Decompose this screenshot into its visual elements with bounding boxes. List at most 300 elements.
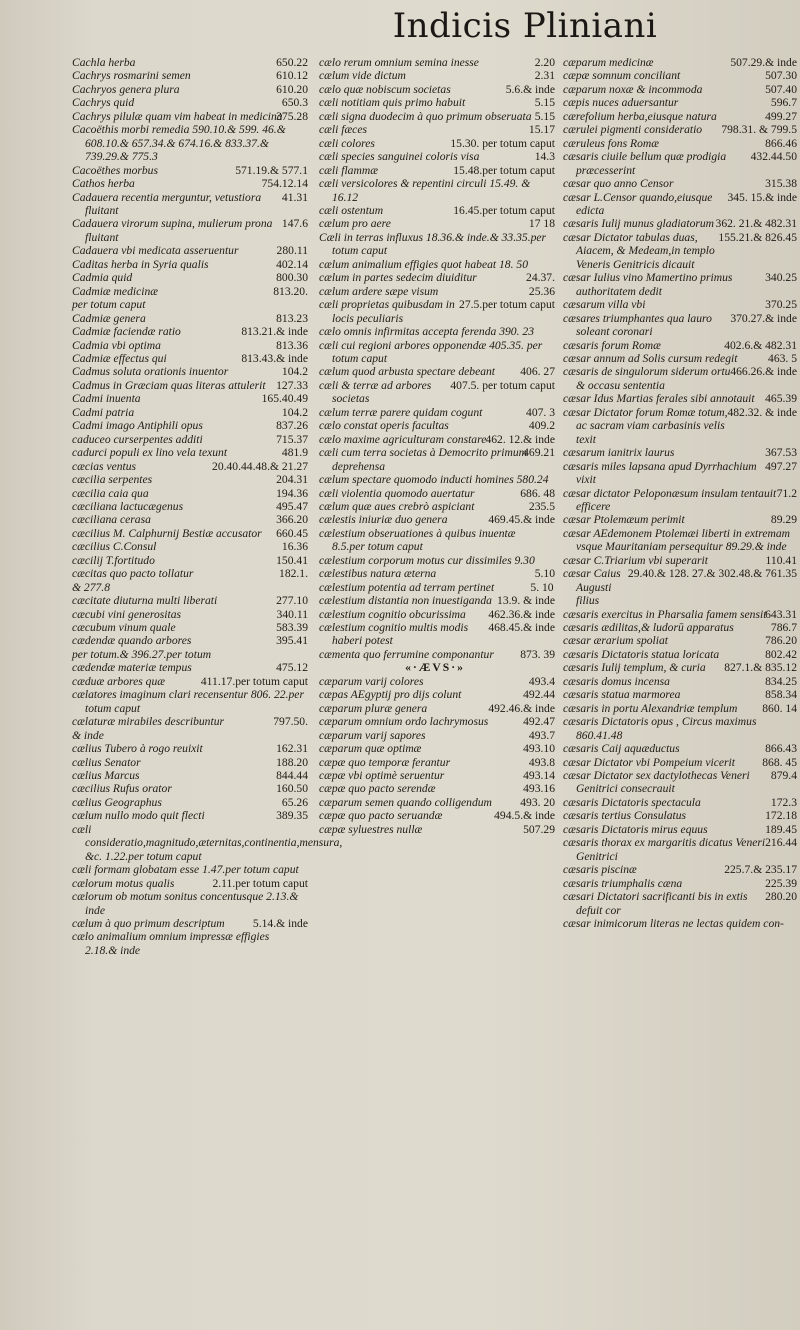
index-entry-term: cæli & terræ ad arbores societas <box>319 378 432 406</box>
index-entry-reference: 507.29.& inde <box>730 56 797 69</box>
index-entry-term: Cadmus soluta orationis inuentor <box>72 365 229 379</box>
index-entry-term: cadurci populi ex lino vela texunt <box>72 446 228 460</box>
index-entry-reference: 492.44 <box>523 688 555 702</box>
index-entry-term: cælestium cognitio multis modis haberi potest <box>319 621 469 648</box>
index-entry-reference: 147.6 <box>281 217 308 231</box>
index-entry-reference: 370.25 <box>765 298 797 312</box>
index-entry <box>319 56 555 69</box>
index-entry <box>563 917 797 930</box>
index-entry <box>563 702 797 715</box>
index-entry <box>319 419 555 432</box>
index-entry <box>319 567 555 580</box>
index-entry-reference: 493.14 <box>523 769 555 783</box>
index-entry-term: cæpæ syluestres nullæ <box>319 822 423 836</box>
index-entry <box>563 150 797 177</box>
index-entry-reference: 389.35 <box>276 809 308 823</box>
index-entry <box>319 675 555 688</box>
index-entry-term: cælo animalium omnium impressæ effigies 2.18.& inde <box>72 930 270 957</box>
index-entry-term: cælestis iniuriæ duo genera <box>319 513 448 527</box>
index-entry <box>563 312 797 339</box>
index-entry-term: cæli cum terra societas à Democrito primum deprehensa <box>319 446 528 473</box>
index-entry-term: cæsaris thorax ex margaritis dicatus Veneri Genitrici <box>563 836 766 863</box>
index-entry-reference: 366.20 <box>276 513 308 527</box>
index-entry <box>319 782 555 795</box>
index-entry-term: cærefolium herba,eiusque natura <box>563 109 717 123</box>
index-entry-reference: 2.11.per totum caput <box>212 876 308 890</box>
index-entry <box>72 661 308 674</box>
index-entry-term: cæsar Dictator sex dactylothecas Veneri Genitrici consecrauit <box>563 769 750 796</box>
index-entry-reference: 188.20 <box>276 755 308 769</box>
index-entry <box>72 352 308 365</box>
index-entry-reference: 493.10 <box>523 742 555 756</box>
index-entry-term: cæsaris Dictatoris statua loricata <box>563 647 720 661</box>
index-entry-term: cælaturæ mirabiles describuntur <box>72 715 225 729</box>
index-entry-reference: 482.32. & inde <box>727 405 797 419</box>
index-entry-reference: 860. 14 <box>762 701 797 715</box>
index-entry-term: Cadmus in Græciam quas literas attulerit <box>72 378 266 392</box>
index-entry-reference: 14.3 <box>534 150 555 164</box>
index-entry-term: cæciliana lactucægenus <box>72 499 184 513</box>
index-entry-term: cæsar C.Triarium vbi superarit <box>563 553 708 567</box>
index-entry <box>563 191 797 218</box>
index-entry <box>563 796 797 809</box>
index-entry <box>319 500 555 513</box>
index-entry-reference: 104.2 <box>281 365 308 379</box>
index-entry <box>319 69 555 82</box>
index-entry-term: «·ÆVS·» <box>405 661 465 675</box>
index-entry <box>563 123 797 136</box>
index-entry <box>563 460 797 487</box>
index-entry-reference: 13.9. & inde <box>497 594 555 608</box>
index-entry-reference: 493.4 <box>528 674 555 688</box>
index-entry <box>319 298 555 325</box>
index-entry-term: cæli colores <box>319 136 375 150</box>
index-entry-reference: 172.18 <box>765 809 797 823</box>
index-entry-term: cælum ardere sæpe visum <box>319 284 439 298</box>
index-entry <box>72 513 308 526</box>
index-entry-reference: 507.40 <box>765 82 797 96</box>
index-entry-term: cæparum noxæ & incommoda <box>563 82 703 96</box>
index-entry-term: cæsar Dictator vbi Pompeium vicerit <box>563 755 735 769</box>
index-entry-reference: 204.31 <box>276 473 308 487</box>
page-title: Indicis Pliniani <box>392 6 658 46</box>
index-entry <box>72 809 308 822</box>
index-entry-term: cæsar ærarium spoliat <box>563 634 669 648</box>
index-entry <box>72 930 308 957</box>
index-entry-term: & inde <box>72 728 104 742</box>
index-entry-term: cæparum quæ optimæ <box>319 742 422 756</box>
index-entry <box>563 661 797 674</box>
index-entry-term: Cadmiæ medicinæ <box>72 284 158 298</box>
index-entry <box>72 648 308 661</box>
index-entry-term: cæparum varij sapores <box>319 728 426 742</box>
index-entry <box>319 594 555 607</box>
index-entry <box>319 137 555 150</box>
index-entry-term: cæli violentia quomodo auertatur <box>319 486 475 500</box>
index-entry <box>563 392 797 405</box>
index-entry-reference: 834.25 <box>765 674 797 688</box>
index-entry <box>563 137 797 150</box>
index-entry <box>72 688 308 715</box>
index-entry-term: cæsaris de singulorum siderum ortu & occasu sententia <box>563 365 731 392</box>
index-entry-reference: 65.26 <box>281 795 308 809</box>
index-entry-reference: 786.7 <box>770 621 797 635</box>
index-entry-reference: 497.27 <box>765 459 797 473</box>
index-entry-term: cæli species sanguinei coloris visa <box>319 150 480 164</box>
index-entry-term: cælestium cognitio obcurissima <box>319 607 466 621</box>
index-entry <box>319 365 555 378</box>
index-entry-term: cæsaris miles lapsana apud Dyrrhachium vixit <box>563 459 757 487</box>
index-entry-term: cæsaris piscinæ <box>563 863 637 877</box>
index-entry-reference: 15.48.per totum caput <box>453 163 555 177</box>
index-entry <box>563 339 797 352</box>
index-entry <box>72 554 308 567</box>
index-entry-term: cæsaris domus incensa <box>563 674 670 688</box>
index-entry-term: Cachrys rosmarini semen <box>72 69 191 83</box>
index-entry-term: cæsar Idus Martias ferales sibi annotauit <box>563 392 755 406</box>
index-entry-reference: 492.47 <box>523 715 555 729</box>
index-entry <box>319 796 555 809</box>
index-entry-term: cæcias ventus <box>72 459 137 473</box>
index-entry <box>72 56 308 69</box>
index-entry <box>563 513 797 526</box>
index-entry-term: cælum vide dictum <box>319 69 406 83</box>
index-entry-term: cæciliana cerasa <box>72 513 151 527</box>
index-entry-reference: 462. 12.& inde <box>485 432 555 446</box>
index-entry <box>72 756 308 769</box>
index-entry-reference: 160.50 <box>276 782 308 796</box>
index-entry <box>319 164 555 177</box>
index-entry <box>563 96 797 109</box>
index-entry <box>72 217 308 244</box>
index-entry-reference: 495.47 <box>276 499 308 513</box>
index-entry-term: cælius Marcus <box>72 769 140 783</box>
index-entry <box>563 446 797 459</box>
index-entry <box>72 271 308 284</box>
index-entry-term: & 277.8 <box>72 580 111 594</box>
index-entry <box>563 634 797 647</box>
index-entry-reference: 406. 27 <box>520 365 555 379</box>
index-entry-term: cæcitate diuturna multi liberati <box>72 594 218 608</box>
index-entry-reference: 2.31 <box>534 69 555 83</box>
index-entry <box>319 204 555 217</box>
index-entry <box>563 406 797 446</box>
index-entry <box>563 554 797 567</box>
index-entry <box>319 379 555 406</box>
index-entry <box>563 877 797 890</box>
index-entry-term: cælum quod arbusta spectare debeant <box>319 365 496 379</box>
index-entry-reference: 827.1.& 835.12 <box>724 661 797 675</box>
index-entry-term: cæli signa duodecim à quo primum obseruata <box>319 109 532 123</box>
index-entry-term: cælum terræ parere quidam cogunt <box>319 405 483 419</box>
index-entry-reference: 754.12.14 <box>261 177 308 191</box>
index-entry-term: cæpis nuces aduersantur <box>563 96 679 110</box>
index-entry <box>319 83 555 96</box>
index-entry-term: cælestium obseruationes à quibus inuentæ 8.5.per totum caput <box>319 526 516 554</box>
index-entry <box>72 877 308 890</box>
index-entry-reference: 493. 20 <box>520 795 555 809</box>
index-entry-reference: 492.46.& inde <box>488 701 555 715</box>
index-entry-term: cæli proprietas quibusdam in locis peculiaris <box>319 298 455 325</box>
index-entry <box>72 298 308 311</box>
index-entry-term: cælestium corporum motus cur dissimiles 9.30 <box>319 553 535 567</box>
index-entry <box>563 567 797 607</box>
index-entry-reference: 41.31 <box>281 190 308 204</box>
index-entry-reference: 17 18 <box>528 217 555 231</box>
index-entry <box>563 110 797 123</box>
index-entry <box>72 540 308 553</box>
index-entry-reference: 5.6.& inde <box>505 82 555 96</box>
index-entry-term: cæsar Caius Augusti filius <box>563 567 621 608</box>
index-entry-term: cæparum semen quando colligendum <box>319 795 492 809</box>
index-entry-reference: 715.37 <box>276 432 308 446</box>
index-entry-term: cæparum pluræ genera <box>319 701 428 715</box>
index-entry-term: cæsaris triumphalis cæna <box>563 876 683 890</box>
index-entry <box>319 473 555 486</box>
index-entry-term: cæsari Dictatori sacrificanti bis in extis defuit cor <box>563 890 748 917</box>
index-entry <box>72 177 308 190</box>
index-entry-term: Cadmi imago Antiphili opus <box>72 419 203 433</box>
index-entry-reference: 5.14.& inde <box>252 917 308 930</box>
index-entry <box>319 339 555 366</box>
index-entry <box>72 312 308 325</box>
index-entry-term: cæsarum ianitrix laurus <box>563 446 675 460</box>
index-entry-term: cælestium potentia ad terram pertinet <box>319 580 495 594</box>
index-entry-term: cæpæ somnum conciliant <box>563 69 681 83</box>
index-entry <box>72 487 308 500</box>
index-entry <box>72 890 308 917</box>
index-entry-term: cæsar Ptolemæum perimit <box>563 513 685 527</box>
index-entry <box>72 634 308 647</box>
index-entry <box>319 809 555 822</box>
index-entry-term: Cadmia vbi optima <box>72 338 161 352</box>
index-entry-reference: 660.45 <box>276 526 308 540</box>
index-entry-reference: 465.39 <box>765 392 797 406</box>
index-entry <box>72 742 308 755</box>
index-entry-term: per totum caput <box>72 298 146 312</box>
index-entry-reference: 583.39 <box>276 621 308 635</box>
index-entry <box>72 244 308 257</box>
index-entry <box>563 217 797 230</box>
index-entry-reference: 15.17 <box>528 123 555 137</box>
index-entry-reference: 5.15 <box>534 109 555 123</box>
index-entry-reference: 463. 5 <box>768 351 797 365</box>
index-entry-reference: 879.4 <box>770 769 797 783</box>
index-column-3 <box>563 56 797 930</box>
index-entry-term: cæsar L.Censor quando,eiusque edicta <box>563 190 713 217</box>
index-entry <box>319 433 555 446</box>
index-entry-term: cæsarum villa vbi <box>563 298 646 312</box>
index-entry-term: caduceo curserpentes additi <box>72 432 203 446</box>
index-entry-term: cædendæ quando arbores <box>72 634 192 648</box>
index-entry <box>563 621 797 634</box>
index-entry-term: cæcubi vini generositas <box>72 607 182 621</box>
index-entry-term: cælum spectare quomodo inducti homines 580.24 <box>319 473 549 487</box>
index-entry-term: cæli fæces <box>319 123 367 137</box>
index-entry-term: cæruleus fons Romæ <box>563 136 659 150</box>
index-entry-term: cælius Senator <box>72 755 141 769</box>
index-entry-term: cæsares triumphantes qua lauro soleant coronari <box>563 311 712 339</box>
index-entry-term: cæli formam globatam esse 1.47.per totum caput <box>72 863 299 877</box>
index-entry <box>72 500 308 513</box>
index-entry-reference: 27.5.per totum caput <box>459 298 555 312</box>
index-entry <box>72 379 308 392</box>
index-entry-reference: 182.1. <box>279 567 308 581</box>
index-entry <box>319 702 555 715</box>
index-entry-term: cæcilij T.fortitudo <box>72 553 155 567</box>
index-entry <box>563 487 797 514</box>
index-entry-reference: 89.29 <box>770 513 797 527</box>
index-entry <box>72 782 308 795</box>
index-entry-reference: 395.41 <box>276 634 308 648</box>
index-entry-reference: 367.53 <box>765 446 797 460</box>
index-entry-term: cæli consideratio,magnitudo,æternitas,continentia,mensura, &c. 1.22.per totum caput <box>72 822 343 863</box>
index-entry <box>72 285 308 298</box>
index-entry-reference: 5.10 <box>534 567 555 581</box>
index-entry-term: cæcubum vinum quale <box>72 621 176 635</box>
index-entry-term: cæsaris forum Romæ <box>563 338 661 352</box>
index-entry <box>72 339 308 352</box>
index-entry-reference: 858.34 <box>765 688 797 702</box>
index-entry-term: cæsaris Dictatoris spectacula <box>563 795 701 809</box>
index-entry-term: cælatores imaginum clari recensentur 806. 22.per totum caput <box>72 688 304 715</box>
index-entry <box>72 406 308 419</box>
index-entry-term: cæli versicolores & repentini circuli 15.49. & 16.12 <box>319 177 531 204</box>
index-column-2 <box>319 56 555 836</box>
index-entry-term: cæcilius C.Consul <box>72 540 157 554</box>
index-entry-reference: 127.33 <box>276 378 308 392</box>
index-entry-term: cæli flammæ <box>319 163 378 177</box>
index-entry-term: cæli notitiam quis primo habuit <box>319 96 466 110</box>
index-entry <box>563 769 797 796</box>
index-entry <box>72 608 308 621</box>
index-entry <box>72 567 308 580</box>
index-entry-term: cæsar quo anno Censor <box>563 177 674 191</box>
index-entry-term: cælo quæ nobiscum societas <box>319 82 451 96</box>
index-entry <box>72 258 308 271</box>
index-entry-reference: 2.20 <box>534 56 555 69</box>
index-entry-reference: 194.36 <box>276 486 308 500</box>
index-entry-reference: 844.44 <box>276 769 308 783</box>
index-entry-reference: 493.8 <box>528 755 555 769</box>
index-entry-term: Cachryos genera plura <box>72 82 180 96</box>
index-entry <box>319 231 555 258</box>
index-entry-term: cæcilia serpentes <box>72 473 153 487</box>
index-entry-term: Cachrys pilulæ quam vim habeat in medicina <box>72 109 283 123</box>
index-entry-term: per totum.& 396.27.per totum <box>72 647 212 661</box>
index-entry <box>319 513 555 526</box>
index-entry <box>319 688 555 701</box>
index-entry-reference: 225.39 <box>765 876 797 890</box>
index-entry <box>563 69 797 82</box>
index-entry-reference: 165.40.49 <box>261 392 308 406</box>
index-entry <box>72 123 308 163</box>
index-entry <box>72 715 308 728</box>
index-entry-term: cæsaris Iulij munus gladiatorum <box>563 217 715 231</box>
index-entry-reference: 71.2 <box>776 486 797 500</box>
index-entry-term: cæparum varij colores <box>319 674 424 688</box>
index-entry-reference: 469.21 <box>523 446 555 460</box>
index-entry <box>72 460 308 473</box>
index-entry-term: Cachrys quid <box>72 96 135 110</box>
index-entry-term: cælum quæ aues crebrò aspiciant <box>319 499 475 513</box>
index-entry <box>72 191 308 218</box>
index-entry-reference: 162.31 <box>276 742 308 756</box>
index-entry-reference: 15.30. per totum caput <box>450 136 555 150</box>
index-entry-reference: 596.7 <box>770 96 797 110</box>
index-entry <box>72 581 308 594</box>
index-entry <box>72 69 308 82</box>
index-entry <box>563 715 797 742</box>
index-entry-reference: 402.14 <box>276 257 308 271</box>
index-entry-reference: 216.44 <box>765 836 797 850</box>
index-entry-term: Cadmiæ faciendæ ratio <box>72 325 181 339</box>
index-entry <box>319 123 555 136</box>
index-entry-term: cædendæ materiæ tempus <box>72 661 192 675</box>
index-entry-reference: 20.40.44.48.& 21.27 <box>212 459 308 473</box>
index-entry-term: Cathos herba <box>72 177 135 191</box>
index-entry-term: cælestium distantia non inuestiganda <box>319 594 492 608</box>
index-entry <box>72 796 308 809</box>
index-entry-reference: 315.38 <box>765 177 797 191</box>
index-entry-reference: 235.5 <box>528 499 555 513</box>
index-entry-reference: 104.2 <box>281 405 308 419</box>
index-entry-term: Cadmiæ genera <box>72 311 146 325</box>
index-entry <box>319 648 555 661</box>
index-entry-reference: 800.30 <box>276 271 308 285</box>
index-entry-reference: 494.5.& inde <box>494 809 555 823</box>
index-entry-reference: 25.36 <box>528 284 555 298</box>
index-entry-reference: 370.27.& inde <box>730 311 797 325</box>
index-entry-term: Cadmiæ effectus qui <box>72 351 167 365</box>
index-entry-reference: 172.3 <box>770 795 797 809</box>
index-entry-term: cælorum motus qualis <box>72 876 175 890</box>
index-entry-term: cælum pro aere <box>319 217 391 231</box>
index-entry-reference: 481.9 <box>281 446 308 460</box>
index-entry-reference: 868. 45 <box>762 755 797 769</box>
index-entry-reference: 150.41 <box>276 553 308 567</box>
index-entry-reference: 225.7.& 235.17 <box>724 863 797 877</box>
index-entry-reference: 797.50. <box>273 715 308 729</box>
index-entry-reference: 866.43 <box>765 742 797 756</box>
index-entry-reference: 493.7 <box>528 728 555 742</box>
index-entry-reference: 643.31 <box>765 607 797 621</box>
index-entry <box>563 365 797 392</box>
index-entry-term: cæpæ quo pacto serendæ <box>319 782 436 796</box>
index-entry-term: cælum nullo modo quit flecti <box>72 809 205 823</box>
index-entry <box>319 110 555 123</box>
index-entry-reference: 873. 39 <box>520 647 555 661</box>
index-entry <box>72 621 308 634</box>
index-entry <box>72 473 308 486</box>
index-entry <box>72 917 308 930</box>
index-entry-term: cælum animalium effigies quot habeat 18. 50 <box>319 257 528 271</box>
index-entry <box>319 823 555 836</box>
index-entry <box>563 863 797 876</box>
index-entry-reference: 610.20 <box>276 82 308 96</box>
index-entry <box>72 527 308 540</box>
index-entry <box>319 150 555 163</box>
index-entry <box>319 661 555 674</box>
index-entry-term: Cadmia quid <box>72 271 133 285</box>
index-entry-term: Cadauera recentia merguntur, vetustiora fluitant <box>72 190 262 217</box>
index-entry-term: cæsaris statua marmorea <box>563 688 681 702</box>
index-entry-reference: 686. 48 <box>520 486 555 500</box>
index-entry-reference: 813.43.& inde <box>241 351 308 365</box>
index-entry-reference: 499.27 <box>765 109 797 123</box>
index-entry <box>319 756 555 769</box>
index-entry-term: cæli ostentum <box>319 203 384 217</box>
